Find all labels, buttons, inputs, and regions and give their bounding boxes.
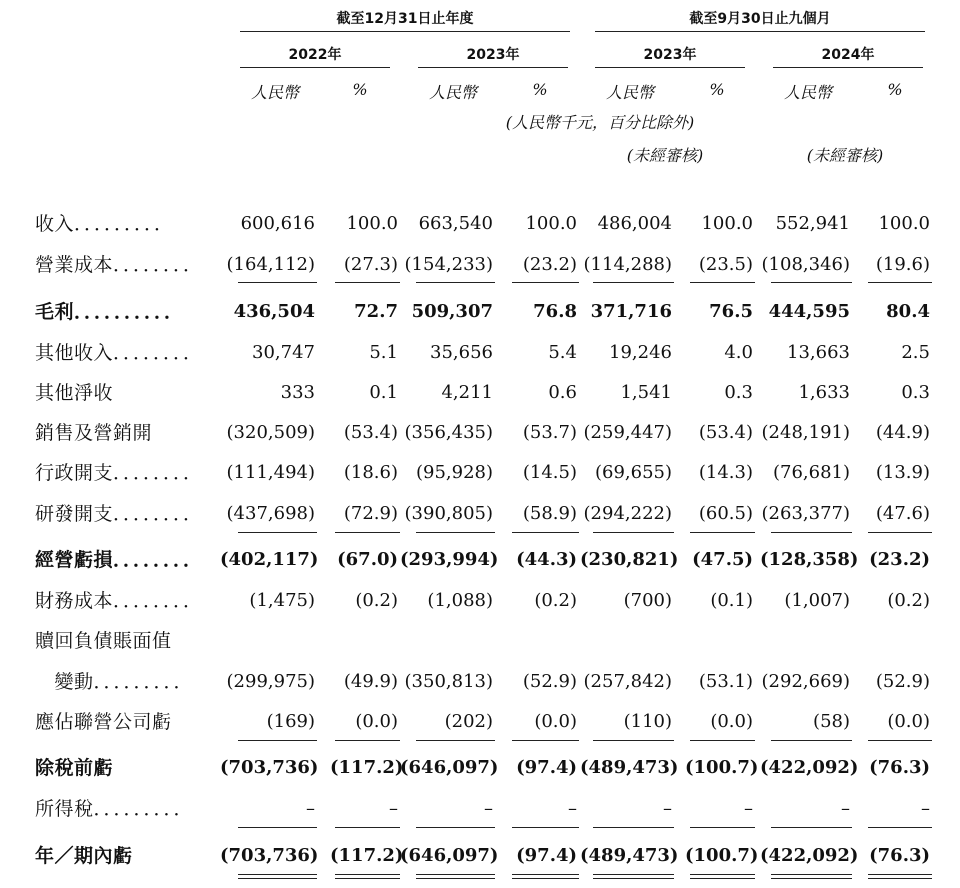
cell-value: (23.2) xyxy=(869,549,930,570)
cell-value: (111,494) xyxy=(226,462,315,483)
cell-value: (489,473) xyxy=(580,757,679,778)
note-unaudited-2023: (未經審核) xyxy=(626,146,704,165)
cell-value: (52.9) xyxy=(875,671,930,692)
subtotal-rule xyxy=(238,740,317,741)
cell-value: 76.5 xyxy=(709,301,753,322)
cell-value: (72.9) xyxy=(343,503,398,524)
cell-value: – xyxy=(484,798,493,819)
cell-value: (76,681) xyxy=(772,462,850,483)
cell-value: (646,097) xyxy=(400,845,499,866)
subtotal-rule xyxy=(690,282,755,283)
cell-value: (47.5) xyxy=(692,549,753,570)
cell-value: (58) xyxy=(813,711,850,732)
cell-value: (23.2) xyxy=(522,254,577,275)
cell-value: (110) xyxy=(623,711,672,732)
cell-value: (52.9) xyxy=(522,671,577,692)
total-double-rule xyxy=(512,874,579,879)
total-double-rule xyxy=(868,874,932,879)
cell-value: (422,092) xyxy=(760,845,859,866)
row-label: 所得稅．．．．．．．．． xyxy=(35,798,194,820)
cell-value: (703,736) xyxy=(220,845,319,866)
year-rule-2023-9m xyxy=(595,67,745,68)
row-label: 行政開支．．．．．．．． xyxy=(35,462,203,484)
row-finance-costs xyxy=(0,586,960,616)
subtotal-rule xyxy=(512,740,579,741)
cell-value: 2.5 xyxy=(901,342,930,363)
subtotal-rule xyxy=(593,532,674,533)
cell-value: (248,191) xyxy=(761,422,850,443)
cell-value: 1,633 xyxy=(798,382,850,403)
cell-value: (23.5) xyxy=(698,254,753,275)
cell-value: 72.7 xyxy=(354,301,398,322)
total-double-rule xyxy=(593,874,674,879)
cell-value: – xyxy=(306,798,315,819)
cell-value: (320,509) xyxy=(226,422,315,443)
year-title-2023-9m: 2023年 xyxy=(643,47,697,63)
unit-amount-2024-9m: 人民幣 xyxy=(783,83,832,102)
subtotal-rule xyxy=(512,532,579,533)
year-rule-2024-9m xyxy=(773,67,923,68)
row-label: 除稅前虧 xyxy=(35,757,114,779)
cell-value: (100.7) xyxy=(685,757,759,778)
cell-value: (294,222) xyxy=(583,503,672,524)
cell-value: (299,975) xyxy=(226,671,315,692)
total-double-rule xyxy=(690,874,755,879)
unit-amount-2023-9m: 人民幣 xyxy=(605,83,654,102)
cell-value: (257,842) xyxy=(583,671,672,692)
cell-value: (76.3) xyxy=(869,757,930,778)
cell-value: (53.1) xyxy=(698,671,753,692)
cell-value: (164,112) xyxy=(226,254,315,275)
cell-value: 1,541 xyxy=(620,382,672,403)
cell-value: (97.4) xyxy=(516,757,577,778)
cell-value: (18.6) xyxy=(343,462,398,483)
cell-value: – xyxy=(921,798,930,819)
row-label: 贖回負債賬面值 xyxy=(35,630,172,652)
cell-value: (263,377) xyxy=(761,503,850,524)
group-title-nine-months: 截至9月30日止九個月 xyxy=(689,11,831,27)
cell-value: (27.3) xyxy=(343,254,398,275)
cell-value: – xyxy=(744,798,753,819)
row-rd-expenses xyxy=(0,499,960,529)
subtotal-rule xyxy=(238,532,317,533)
cell-value: (60.5) xyxy=(698,503,753,524)
cell-value: 13,663 xyxy=(787,342,850,363)
row-label: 應佔聯營公司虧 xyxy=(35,711,172,733)
cell-value: (0.2) xyxy=(887,590,930,611)
subtotal-rule xyxy=(512,282,579,283)
subtotal-rule xyxy=(416,827,495,828)
cell-value: (0.0) xyxy=(534,711,577,732)
cell-value: (350,813) xyxy=(404,671,493,692)
cell-value: 509,307 xyxy=(411,301,493,322)
unit-amount-2023-fy: 人民幣 xyxy=(428,83,477,102)
cell-value: (117.2) xyxy=(330,757,404,778)
subtotal-rule xyxy=(771,827,852,828)
cell-value: (646,097) xyxy=(400,757,499,778)
year-rule-2022 xyxy=(240,67,390,68)
row-loss-for-period xyxy=(0,841,960,871)
subtotal-rule xyxy=(416,532,495,533)
cell-value: 552,941 xyxy=(775,213,850,234)
row-label: 銷售及營銷開 xyxy=(35,422,153,444)
total-double-rule xyxy=(238,874,317,879)
row-label: 毛利．．．．．．．．．． xyxy=(35,301,184,323)
row-label: 收入．．．．．．．．． xyxy=(35,213,174,235)
row-redemption-liability-heading xyxy=(0,626,960,656)
row-income-tax xyxy=(0,794,960,824)
cell-value: 100.0 xyxy=(701,213,753,234)
note-units: (人民幣千元，百分比除外) xyxy=(505,113,695,132)
cell-value: (700) xyxy=(623,590,672,611)
cell-value: 600,616 xyxy=(240,213,315,234)
subtotal-rule xyxy=(416,282,495,283)
cell-value: 5.1 xyxy=(369,342,398,363)
cell-value: (53.4) xyxy=(343,422,398,443)
row-label: 經營虧損．．．．．．．． xyxy=(35,549,203,571)
cell-value: (202) xyxy=(444,711,493,732)
cell-value: (53.4) xyxy=(698,422,753,443)
group-rule-nine-months xyxy=(595,31,925,32)
cell-value: (117.2) xyxy=(330,845,404,866)
cell-value: (0.0) xyxy=(887,711,930,732)
subtotal-rule xyxy=(335,740,400,741)
row-other-income xyxy=(0,338,960,368)
cell-value: (14.3) xyxy=(698,462,753,483)
cell-value: 100.0 xyxy=(346,213,398,234)
subtotal-rule xyxy=(335,532,400,533)
cell-value: (49.9) xyxy=(343,671,398,692)
cell-value: 19,246 xyxy=(609,342,672,363)
cell-value: (489,473) xyxy=(580,845,679,866)
unit-percent-2022: % xyxy=(352,80,368,99)
row-label: 變動．．．．．．．．． xyxy=(35,671,194,693)
cell-value: (356,435) xyxy=(404,422,493,443)
cell-value: (47.6) xyxy=(875,503,930,524)
row-gross-profit xyxy=(0,297,960,327)
unit-percent-2024-9m: % xyxy=(887,80,903,99)
subtotal-rule xyxy=(771,740,852,741)
row-share-of-associates-loss xyxy=(0,707,960,737)
group-title-fiscal-year: 截至12月31日止年度 xyxy=(336,11,474,27)
subtotal-rule xyxy=(868,827,932,828)
row-loss-before-tax xyxy=(0,753,960,783)
subtotal-rule xyxy=(868,532,932,533)
row-cost-of-sales xyxy=(0,250,960,280)
unit-percent-2023-9m: % xyxy=(709,80,725,99)
year-title-2023-fy: 2023年 xyxy=(466,47,520,63)
cell-value: (259,447) xyxy=(583,422,672,443)
cell-value: (1,007) xyxy=(784,590,850,611)
cell-value: – xyxy=(663,798,672,819)
subtotal-rule xyxy=(238,827,317,828)
cell-value: (13.9) xyxy=(875,462,930,483)
cell-value: (292,669) xyxy=(761,671,850,692)
cell-value: – xyxy=(841,798,850,819)
cell-value: 0.3 xyxy=(901,382,930,403)
subtotal-rule xyxy=(690,532,755,533)
cell-value: (95,928) xyxy=(415,462,493,483)
cell-value: (67.0) xyxy=(337,549,398,570)
row-label: 財務成本．．．．．．．． xyxy=(35,590,203,612)
total-double-rule xyxy=(335,874,400,879)
subtotal-rule xyxy=(868,282,932,283)
group-rule-fiscal-year xyxy=(240,31,570,32)
cell-value: (1,088) xyxy=(427,590,493,611)
subtotal-rule xyxy=(771,532,852,533)
cell-value: 76.8 xyxy=(533,301,577,322)
subtotal-rule xyxy=(690,740,755,741)
subtotal-rule xyxy=(771,282,852,283)
cell-value: (0.1) xyxy=(710,590,753,611)
row-selling-marketing xyxy=(0,418,960,448)
unit-amount-2022: 人民幣 xyxy=(250,83,299,102)
cell-value: (402,117) xyxy=(220,549,319,570)
cell-value: 100.0 xyxy=(878,213,930,234)
subtotal-rule xyxy=(512,827,579,828)
row-label: 其他淨收 xyxy=(35,382,114,404)
cell-value: (422,092) xyxy=(760,757,859,778)
subtotal-rule xyxy=(416,740,495,741)
cell-value: 4,211 xyxy=(441,382,493,403)
total-double-rule xyxy=(416,874,495,879)
total-double-rule xyxy=(771,874,852,879)
year-title-2022: 2022年 xyxy=(288,47,342,63)
cell-value: 5.4 xyxy=(548,342,577,363)
year-rule-2023-fy xyxy=(418,67,568,68)
subtotal-rule xyxy=(593,827,674,828)
cell-value: (0.0) xyxy=(355,711,398,732)
cell-value: (0.2) xyxy=(355,590,398,611)
cell-value: (44.3) xyxy=(516,549,577,570)
cell-value: 4.0 xyxy=(724,342,753,363)
row-label: 研發開支．．．．．．．． xyxy=(35,503,203,525)
cell-value: 30,747 xyxy=(252,342,315,363)
row-label: 其他收入．．．．．．．． xyxy=(35,342,203,364)
cell-value: (53.7) xyxy=(522,422,577,443)
row-other-net-gains xyxy=(0,378,960,408)
cell-value: (1,475) xyxy=(249,590,315,611)
cell-value: (703,736) xyxy=(220,757,319,778)
cell-value: (128,358) xyxy=(760,549,859,570)
cell-value: 0.3 xyxy=(724,382,753,403)
subtotal-rule xyxy=(868,740,932,741)
cell-value: (69,655) xyxy=(594,462,672,483)
cell-value: 333 xyxy=(280,382,315,403)
cell-value: 0.1 xyxy=(369,382,398,403)
cell-value: (169) xyxy=(266,711,315,732)
cell-value: (154,233) xyxy=(404,254,493,275)
cell-value: (437,698) xyxy=(226,503,315,524)
cell-value: 100.0 xyxy=(525,213,577,234)
cell-value: (14.5) xyxy=(522,462,577,483)
cell-value: (19.6) xyxy=(875,254,930,275)
cell-value: (0.2) xyxy=(534,590,577,611)
subtotal-rule xyxy=(238,282,317,283)
cell-value: – xyxy=(389,798,398,819)
subtotal-rule xyxy=(335,282,400,283)
cell-value: (58.9) xyxy=(522,503,577,524)
row-label: 營業成本．．．．．．．． xyxy=(35,254,203,276)
cell-value: (114,288) xyxy=(583,254,672,275)
row-redemption-liability-change xyxy=(0,667,960,697)
cell-value: – xyxy=(568,798,577,819)
cell-value: 663,540 xyxy=(418,213,493,234)
cell-value: 35,656 xyxy=(430,342,493,363)
subtotal-rule xyxy=(593,740,674,741)
row-admin-expenses xyxy=(0,458,960,488)
cell-value: 0.6 xyxy=(548,382,577,403)
year-title-2024-9m: 2024年 xyxy=(821,47,875,63)
row-label: 年／期內虧 xyxy=(35,845,133,867)
cell-value: 371,716 xyxy=(590,301,672,322)
cell-value: (97.4) xyxy=(516,845,577,866)
cell-value: (108,346) xyxy=(761,254,850,275)
unit-percent-2023-fy: % xyxy=(532,80,548,99)
cell-value: 486,004 xyxy=(597,213,672,234)
cell-value: (76.3) xyxy=(869,845,930,866)
subtotal-rule xyxy=(593,282,674,283)
subtotal-rule xyxy=(335,827,400,828)
subtotal-rule xyxy=(690,827,755,828)
row-revenue xyxy=(0,209,960,239)
cell-value: (293,994) xyxy=(400,549,499,570)
cell-value: 444,595 xyxy=(768,301,850,322)
note-unaudited-2024: (未經審核) xyxy=(806,146,884,165)
row-operating-loss xyxy=(0,545,960,575)
cell-value: (100.7) xyxy=(685,845,759,866)
cell-value: (0.0) xyxy=(710,711,753,732)
cell-value: (390,805) xyxy=(404,503,493,524)
cell-value: 80.4 xyxy=(886,301,930,322)
cell-value: (44.9) xyxy=(875,422,930,443)
cell-value: (230,821) xyxy=(580,549,679,570)
cell-value: 436,504 xyxy=(233,301,315,322)
